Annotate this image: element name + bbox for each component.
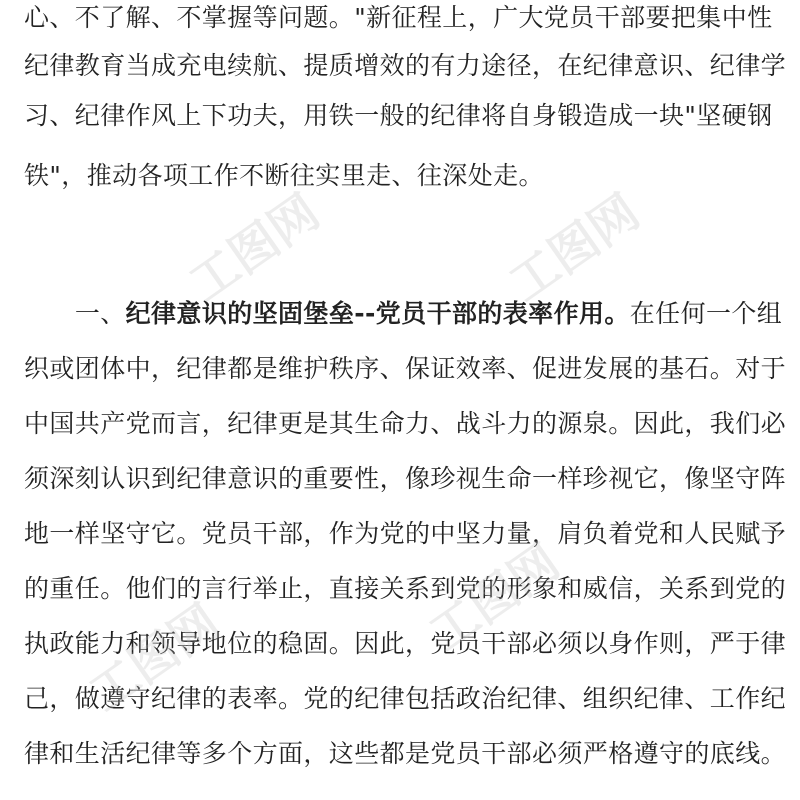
section-1-indent	[24, 299, 75, 328]
paragraph-line-4: 铁"，推动各项工作不断往实里走、往深处走。	[24, 161, 544, 190]
section-1-line-6: 执政能力和领导地位的稳固。因此，党员干部必须以身作则，严于律	[24, 629, 787, 658]
watermark-logo: 工图网	[179, 183, 330, 313]
section-1-first-line	[24, 299, 782, 329]
section-1-line-7: 己，做遵守纪律的表率。党的纪律包括政治纪律、组织纪律、工作纪	[24, 684, 787, 713]
section-1-number: 一、	[74, 299, 126, 328]
section-1-line-8: 律和生活纪律等多个方面，这些都是党员干部必须严格遵守的底线。	[24, 739, 787, 768]
paragraph-line-2: 纪律教育当成充电续航、提质增效的有力途径，在纪律意识、纪律学	[24, 51, 787, 80]
paragraph-line-1: 心、不了解、不掌握等问题。"新征程上，广大党员干部要把集中性	[24, 3, 773, 32]
watermark-logo: 工图网	[79, 593, 230, 723]
section-1-heading: 纪律意识的坚固堡垒--党员干部的表率作用。	[125, 299, 630, 328]
section-1-first-line-rest: 在任何一个组	[629, 299, 783, 328]
paragraph-line-3: 习、纪律作风上下功夫，用铁一般的纪律将自身锻造成一块"坚硬钢	[24, 101, 773, 130]
section-1-line-1: 织或团体中，纪律都是维护秩序、保证效率、促进发展的基石。对于	[24, 354, 787, 383]
section-1-line-4: 地一样坚守它。党员干部，作为党的中坚力量，肩负着党和人民赋予	[24, 519, 787, 548]
section-1-line-3: 须深刻认识到纪律意识的重要性，像珍视生命一样珍视它，像坚守阵	[24, 464, 787, 493]
watermark-logo: 工图网	[499, 183, 650, 313]
section-1-line-5: 的重任。他们的言行举止，直接关系到党的形象和威信，关系到党的	[24, 574, 787, 603]
section-1-line-2: 中国共产党而言，纪律更是其生命力、战斗力的源泉。因此，我们必	[24, 409, 787, 438]
watermark-logo: 工图网	[419, 533, 570, 663]
